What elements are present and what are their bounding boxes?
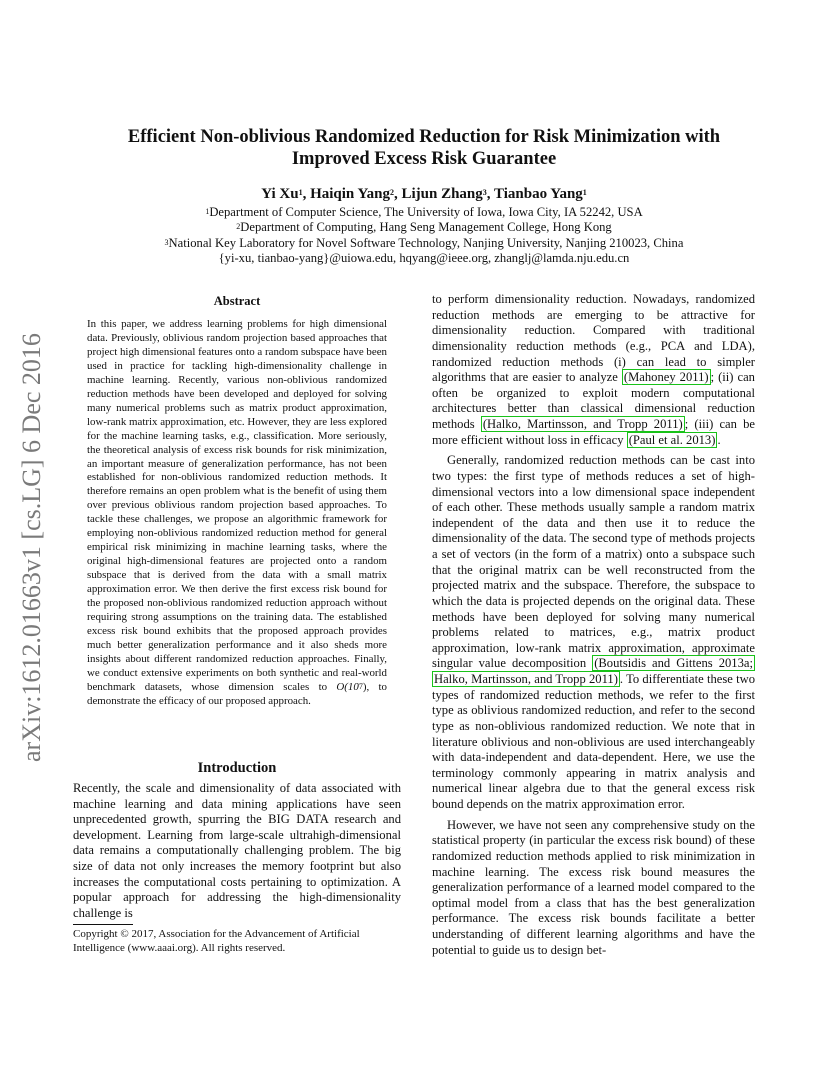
author-name: Yi Xu xyxy=(261,186,299,202)
paragraph-3: However, we have not seen any comprehensive study on the statistical property (in particular the excess risk bound) of these randomized reduction methods applied to risk minimization in machine learning. The excess risk bound measures the generalization performance of a learned model compared to the optimal model from a class that has the best generalization performance. The excess risk bounds facilitate a better understanding of different learning algorithms and have the potential to guide us to design bet- xyxy=(432,817,755,957)
paper-title xyxy=(90,126,758,170)
author-name: Lijun Zhang xyxy=(401,186,483,202)
paragraph-text: Generally, randomized reduction methods can be cast into two types: the first type of methods reduces a set of high-dimensional vectors into a low dimensional space independent of each other. These methods usually sample a random matrix independent of the data and then use it to reduce the dimensionality of the data. The second type of methods projects a set of vectors (in the form of a matrix) onto a subspace such that the original matrix can be well reconstructed from the projected matrix and the subspace. Therefore, the subspace to which the data is projected depends on the original data. These methods have been deployed for solving many numerical problems related to matrices, e.g., matrix product approximation, low-rank matrix approximation, approximate singular value decomposition xyxy=(432,453,755,671)
author-affil-mark: 1 xyxy=(582,188,587,197)
abstract-heading: Abstract xyxy=(213,294,261,308)
author-affil-mark: 3 xyxy=(482,188,487,197)
affiliations xyxy=(90,205,758,267)
arxiv-identifier-text: arXiv:1612.01663v1 [cs.LG] 6 Dec 2016 xyxy=(17,333,46,762)
affiliation-2 xyxy=(90,220,758,235)
paragraph-text: ; (iii) can be more efficient without loss in efficacy xyxy=(432,417,755,447)
paragraph-text: to perform dimensionality reduction. Nowadays, randomized reduction methods are emerging to be attractive for dimensionality reduction. Compared with traditional dimensionality reduction methods (e.g., PCA and LDA), randomized reduction methods (i) can lead to simpler algorithms that are easier to analyze xyxy=(432,292,755,385)
abstract-math: O(10 xyxy=(336,680,359,693)
paragraph-2 xyxy=(432,453,755,812)
author-emails: {yi-xu, tianbao-yang}@uiowa.edu, hqyang@ieee.org, zhanglj@lamda.nju.edu.cn xyxy=(218,251,630,266)
title-line-1: Efficient Non-oblivious Randomized Reduction for Risk Minimization with xyxy=(127,127,721,147)
copyright-prefix: Copyright xyxy=(73,928,118,940)
paragraph-text: . xyxy=(717,432,721,447)
affiliation-1 xyxy=(90,205,758,220)
author-affil-mark: 2 xyxy=(389,188,394,197)
author-name: Haiqin Yang xyxy=(310,186,390,202)
citation-link[interactable]: (Boutsidis and Gittens 2013a; xyxy=(594,656,753,671)
copyright-symbol: © xyxy=(120,928,129,940)
abstract-math-close: ) xyxy=(362,680,367,693)
citation-link[interactable]: (Paul et al. 2013) xyxy=(628,432,716,447)
citation-link[interactable]: (Halko, Martinsson, and Tropp 2011) xyxy=(482,417,683,431)
affiliation-3 xyxy=(90,236,758,251)
introduction-paragraph: Recently, the scale and dimensionality of data associated with machine learning and data mining applications have seen unprecedented growth, spurring the BIG DATA research and development. Learning from large-scale ultrahigh-dimensional data remains a computationally challenging problem. The big size of data not only increases the memory footprint but also increases the computational costs pertaining to optimization. A popular approach for addressing the high-dimensionality challenge is xyxy=(73,781,401,920)
affil-mark: 1 xyxy=(205,207,210,216)
arxiv-identifier-svg xyxy=(14,262,46,762)
abstract-body xyxy=(87,318,387,709)
abstract-text: In this paper, we address learning problems for high dimensional data. Previously, oblivious random projection based approaches that project high dimensional features onto a random subspace have been used in practice for tackling high-dimensionality challenge in machine learning. Recently, various non-oblivious randomized reduction methods have been developed and deployed for solving many numerical problems such as matrix product approximation, low-rank matrix approximation, etc. However, they are less explored for the machine learning tasks, e.g., classification. More seriously, the theoretical analysis of excess risk bounds for risk minimization, an important measure of generalization performance, has not been established for non-oblivious randomized reduction methods. It therefore remains an open problem what is the benefit of using them over previous oblivious random projection based approaches. To tackle these challenges, we propose an algorithmic framework for employing non-oblivious randomized reduction method for general empirical risk minimizing in machine learning tasks, where the original high-dimensional features are projected onto a random subspace that is derived from the data with a small matrix approximation error. We then derive the first excess risk bound for the proposed non-oblivious randomized reduction approach without requiring strong assumptions on the training data. The established excess risk bound exhibits that the proposed approach provides much better generalization performance and it also sheds more insights about different randomized reduction approaches. Finally, we conduct extensive experiments on both synthetic and real-world benchmark datasets, whose dimension scales to xyxy=(87,318,387,693)
abstract-math-exponent: 7 xyxy=(358,681,363,691)
author-name: Tianbao Yang xyxy=(494,186,583,202)
abstract-tail: , to demonstrate the efficacy of our proposed approach. xyxy=(87,680,388,707)
affil-mark: 3 xyxy=(164,237,169,247)
title-line-2: Improved Excess Risk Guarantee xyxy=(291,149,557,169)
affil-mark: 2 xyxy=(236,222,241,232)
citation-link[interactable]: (Mahoney 2011) xyxy=(623,370,709,385)
arxiv-identifier xyxy=(14,262,46,762)
affil-text: Department of Computer Science, The University of Iowa, Iowa City, IA 52242, USA xyxy=(209,205,643,219)
copyright-text: 2017, Association for the Advancement of Artificial Intelligence (www.aaai.org). All rights reserved. xyxy=(73,928,360,954)
introduction-heading: Introduction xyxy=(197,760,277,776)
affil-text: National Key Laboratory for Novel Software Technology, Nanjing University, Nanjing 210023, China xyxy=(168,235,684,250)
author-affil-mark: 1 xyxy=(298,188,303,197)
paragraph-1 xyxy=(432,292,755,448)
paragraph-text: ; (ii) can often be organized to exploit modern computational architectures better than classical dimensional reduction methods xyxy=(432,370,755,431)
author-list: Yi Xu$^1$, Haiqin Yang$^2$, Lijun Zhang$^3$, Tianbao Yang$^1$ xyxy=(261,186,587,202)
copyright-notice xyxy=(73,928,401,955)
citation-link[interactable]: Halko, Martinsson, and Tropp 2011) xyxy=(434,672,618,686)
right-column xyxy=(432,292,755,963)
affil-text: Department of Computing, Hang Seng Management College, Hong Kong xyxy=(240,220,612,235)
footnote-rule xyxy=(73,924,133,925)
paragraph-text: . To differentiate these two types of randomized reduction methods, we refer to the first type as oblivious randomized reduction, and refer to the second type as non-oblivious randomized reduction. We note that in literature oblivious and non-oblivious are used interchangeably with data-independent and data-dependent. Here, we use the terminology commonly appearing in matrix analysis and numerical linear algebra due to that the general excess risk bound depends on the matrix approximation error. xyxy=(432,672,755,811)
